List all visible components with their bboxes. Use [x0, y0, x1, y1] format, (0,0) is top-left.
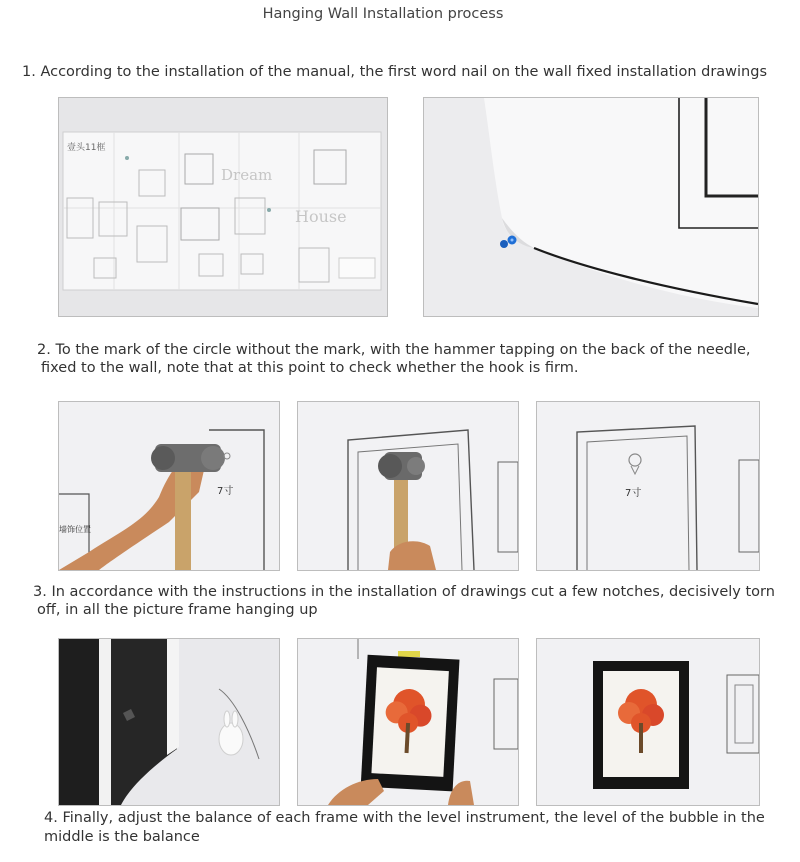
size-label-2: 7寸 — [625, 488, 642, 499]
photo-pinned-drawing — [423, 97, 759, 317]
step-4-line-1: 4. Finally, adjust the balance of each frame with the level instrument, the level of the bubble in the — [44, 810, 765, 826]
manual-header-label: 壹头11框 — [67, 143, 106, 153]
step-4-line-2: middle is the balance — [44, 829, 200, 845]
step-3-line-2: off, in all the picture frame hanging up — [37, 602, 318, 618]
page-title: Hanging Wall Installation process — [262, 6, 504, 22]
step-2-line-2: fixed to the wall, note that at this point to check whether the hook is firm. — [41, 360, 579, 376]
house-logo: House — [295, 207, 347, 226]
photo-frame-back-hook — [58, 638, 280, 806]
dream-logo: Dream — [221, 166, 273, 184]
decor-position-label: 墙饰位置 — [59, 525, 91, 534]
photo-installation-drawings — [58, 97, 388, 317]
step-2-line-1: 2. To the mark of the circle without the mark, with the hammer tapping on the back of the needle, — [37, 342, 751, 358]
step-3-line-1: 3. In accordance with the instructions in the installation of drawings cut a few notches, decisively torn — [33, 584, 775, 600]
photo-hanging-frame — [297, 638, 519, 806]
photo-hung-frame — [536, 638, 760, 806]
photo-hammer-close — [297, 401, 519, 571]
step-1-text: 1. According to the installation of the manual, the first word nail on the wall fixed installation drawings — [22, 64, 768, 80]
photo-hook-fixed — [536, 401, 760, 571]
size-label-1: 7寸 — [217, 486, 234, 497]
photo-hammer-tapping — [58, 401, 280, 571]
